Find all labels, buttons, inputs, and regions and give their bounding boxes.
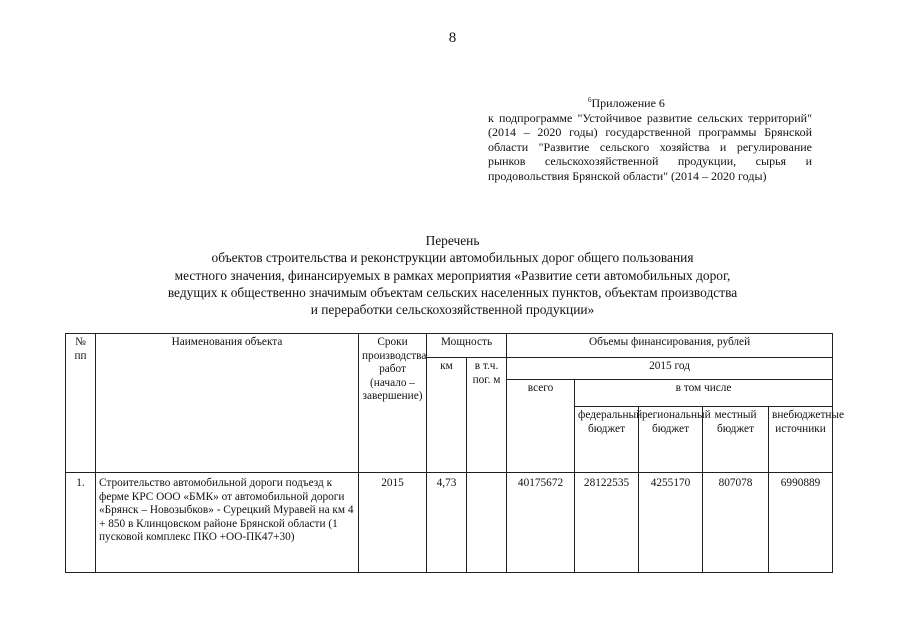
cell-km: 4,73	[427, 473, 467, 573]
title-line-4: ведущих к общественно значимым объектам сельских населенных пунктов, объектам производства	[167, 284, 738, 300]
title-line-3: местного значения, финансируемых в рамках мероприятия «Развитие сети автомобильных дорог,	[174, 267, 731, 283]
appendix-block	[488, 93, 812, 184]
objects-table	[65, 333, 845, 573]
header-total: всего	[507, 380, 575, 473]
title-line-1: Перечень	[425, 233, 480, 248]
cell-num: 1.	[66, 473, 96, 573]
cell-federal: 28122535	[575, 473, 639, 573]
header-federal: федеральный бюджет	[575, 407, 639, 473]
header-financing: Объемы финансирования, рублей	[507, 334, 833, 358]
title-line-5: и переработки сельскохозяйственной продукции»	[310, 302, 595, 318]
cell-total: 40175672	[507, 473, 575, 573]
appendix-title	[488, 93, 812, 111]
cell-name: Строительство автомобильной дороги подъезд к ферме КРС ООО «БМК» от автомобильной дороги «Брянск – Новозыбков» - Сурецкий Муравей на км 4 + 850 в Клинцовском районе Брянской области (1 пусковой комплекс ПКО +ОО-ПК47+30)	[96, 473, 359, 573]
header-regional: региональный бюджет	[639, 407, 703, 473]
header-capacity: Мощность	[427, 334, 507, 358]
header-extra: внебюджетные источники	[769, 407, 833, 473]
cell-extra: 6990889	[769, 473, 833, 573]
header-name: Наименования объекта	[96, 334, 359, 473]
header-km: км	[427, 358, 467, 473]
document-title	[100, 232, 805, 318]
page-number: 8	[448, 30, 457, 46]
header-local: местный бюджет	[703, 407, 769, 473]
header-terms: Сроки производства работ (начало – завершение)	[359, 334, 427, 473]
title-line-2: объектов строительства и реконструкции автомобильных дорог общего пользования	[211, 250, 694, 266]
appendix-text: к подпрограмме "Устойчивое развитие сельских территорий" (2014 – 2020 годы) государственной программы Брянской области "Развитие сельского хозяйства и регулирование рынков сельскохозяйственной продукции, сырья и продовольствия Брянской области" (2014 – 2020 годы)	[488, 110, 812, 183]
header-incl-bridges: в т.ч. пог. м	[467, 358, 507, 473]
table-row	[66, 473, 833, 573]
cell-local: 807078	[703, 473, 769, 573]
appendix-marker: 6	[588, 96, 592, 104]
appendix-title-text: Приложение 6	[591, 96, 665, 110]
header-including: в том числе	[575, 380, 833, 407]
cell-terms: 2015	[359, 473, 427, 573]
header-num: № пп	[66, 334, 96, 473]
cell-regional: 4255170	[639, 473, 703, 573]
header-year: 2015 год	[507, 358, 833, 380]
cell-bridges	[467, 473, 507, 573]
